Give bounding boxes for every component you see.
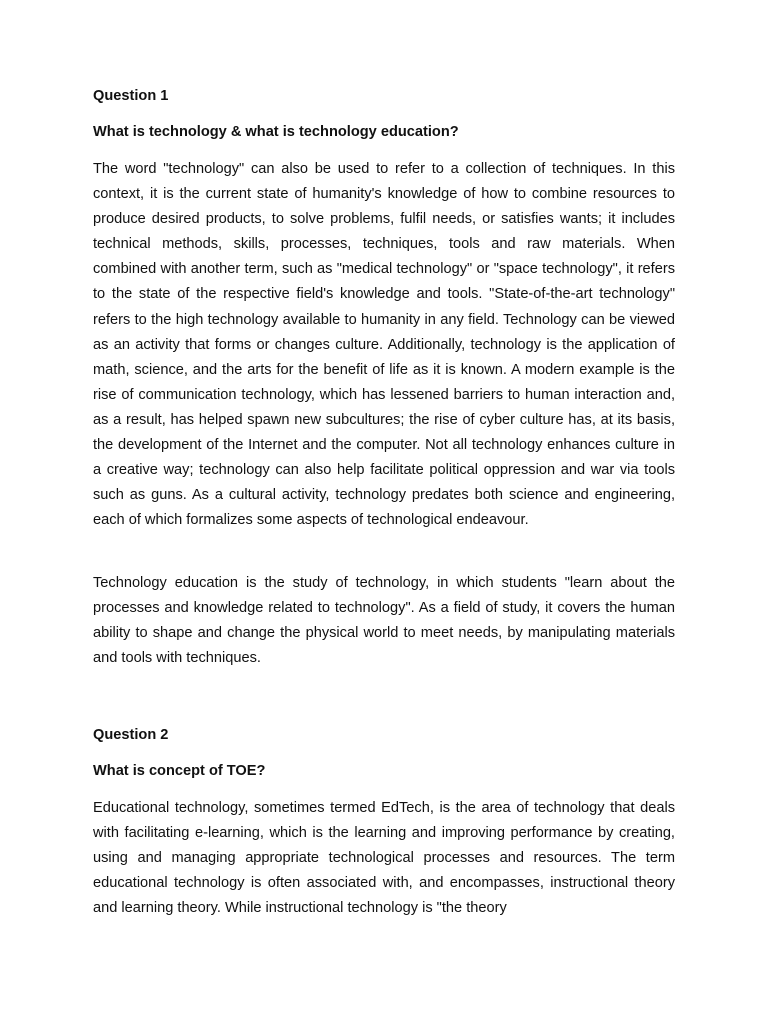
question-1-label: Question 1 bbox=[93, 88, 169, 104]
question-2-paragraph-1: Educational technology, sometimes termed EdTech, is the area of technology that deals with facilitating e-learning, which is the learning and improving performance by creating, using and managing appropriate technological processes and resources. The term educational technology is often associated with, and encompasses, instructional theory and learning theory. While instructional technology is "the theory bbox=[93, 800, 675, 917]
question-2-label: Question 2 bbox=[93, 727, 169, 743]
question-1-paragraph-1: The word "technology" can also be used to refer to a collection of techniques. In this context, it is the current state of humanity's knowledge of how to combine resources to produce desired products, to solve problems, fulfil needs, or satisfies wants; it includes technical methods, skills, processes, techniques, tools and raw materials. When combined with another term, such as "medical technology" or "space technology", it refers to the state of the respective field's knowledge and tools. "State-of-the-art technology" refers to the high technology available to humanity in any field. Technology can be viewed as an activity that forms or changes culture. Additionally, technology is the application of math, science, and the arts for the benefit of life as it is known. A modern example is the rise of communication technology, which has lessened barriers to human interaction and, as a result, has helped spawn new subcultures; the rise of cyber culture has, at its basis, the development of the Internet and the computer. Not all technology enhances culture in a creative way; technology can also help facilitate political oppression and war via tools such as guns. As a cultural activity, technology predates both science and engineering, each of which formalizes some aspects of technological endeavour. bbox=[93, 161, 675, 529]
question-1-title: What is technology & what is technology education? bbox=[93, 124, 459, 140]
question-1-paragraph-2: Technology education is the study of technology, in which students "learn about the processes and knowledge related to technology". As a field of study, it covers the human ability to shape and change the physical world to meet needs, by manipulating materials and tools with techniques. bbox=[93, 575, 675, 667]
question-2-title: What is concept of TOE? bbox=[93, 763, 266, 779]
